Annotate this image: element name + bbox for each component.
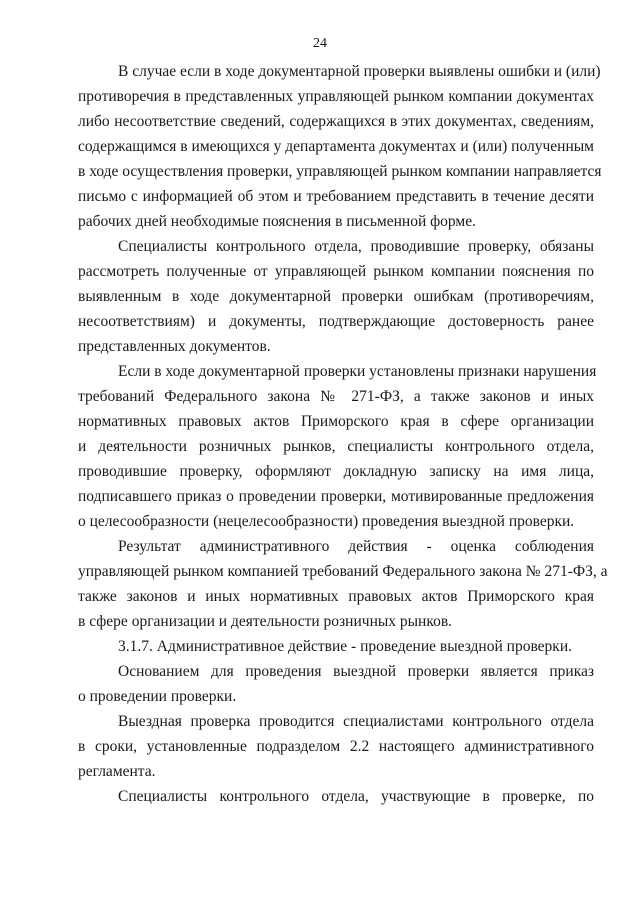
text-line: письмо с информацией об этом и требованием представить в течение десяти: [78, 188, 594, 205]
text-line: о проведении проверки.: [78, 688, 237, 705]
text-line: представленных документов.: [78, 338, 271, 355]
text-line: о целесообразности (нецелесообразности) проведения выездной проверки.: [78, 513, 575, 530]
text-line: управляющей рынком компанией требований Федерального закона № 271-ФЗ, а: [78, 563, 608, 580]
text-line: и деятельности розничных рынков, специалисты контрольного отдела,: [78, 438, 594, 455]
text-line: проводившие проверку, оформляют докладную записку на имя лица,: [78, 463, 594, 480]
text-line: Специалисты контрольного отдела, проводившие проверку, обязаны: [118, 238, 594, 255]
text-line: Результат административного действия - оценка соблюдения: [118, 538, 594, 555]
text-line: рассмотреть полученные от управляющей рынком компании пояснения по: [78, 263, 594, 280]
text-line: выявленным в ходе документарной проверки ошибкам (противоречиям,: [78, 288, 594, 305]
text-line: либо несоответствие сведений, содержащихся в этих документах, сведениям,: [78, 113, 594, 130]
text-line: несоответствиям) и документы, подтверждающие достоверность ранее: [78, 313, 594, 330]
section-heading: 3.1.7. Административное действие - проведение выездной проверки.: [118, 638, 572, 655]
text-line: подписавшего приказ о проведении проверки, мотивированные предложения: [78, 488, 594, 505]
text-line: регламента.: [78, 763, 156, 780]
text-line: в сроки, установленные подразделом 2.2 настоящего административного: [78, 738, 594, 755]
text-line: содержащимся в имеющихся у департамента документах и (или) полученным: [78, 138, 594, 155]
text-line: Основанием для проведения выездной проверки является приказ: [118, 663, 594, 680]
text-line: В случае если в ходе документарной проверки выявлены ошибки и (или): [118, 63, 601, 80]
text-line: требований Федерального закона № 271-ФЗ, а также законов и иных: [78, 388, 594, 405]
text-line: нормативных правовых актов Приморского края в сфере организации: [78, 413, 594, 430]
text-line: Если в ходе документарной проверки установлены признаки нарушения: [118, 363, 597, 380]
text-line: в сфере организации и деятельности розничных рынков.: [78, 613, 453, 630]
page-number: 24: [313, 36, 327, 51]
text-line: Выездная проверка проводится специалистами контрольного отдела: [118, 713, 594, 730]
text-line: в ходе осуществления проверки, управляющей рынком компании направляется: [78, 163, 602, 180]
text-line: противоречия в представленных управляющей рынком компании документах: [78, 88, 594, 105]
text-line: рабочих дней необходимые пояснения в письменной форме.: [78, 213, 476, 230]
text-line: Специалисты контрольного отдела, участвующие в проверке, по: [118, 788, 594, 805]
text-line: также законов и иных нормативных правовых актов Приморского края: [78, 588, 594, 605]
